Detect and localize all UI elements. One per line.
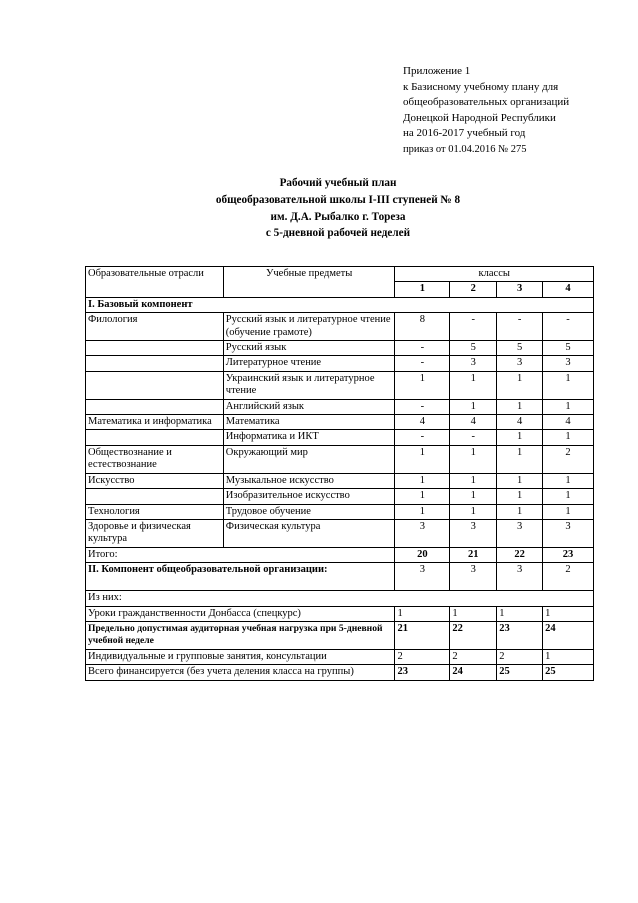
civics-value: 1 (450, 606, 497, 621)
title-line: с 5-дневной рабочей неделей (265, 227, 411, 240)
total-row (86, 547, 594, 562)
header-grade: 3 (497, 282, 543, 297)
total-value: 23 (543, 547, 594, 562)
base-component-row (86, 297, 594, 312)
individual-value: 2 (497, 649, 543, 664)
value-cell: 1 (497, 430, 543, 445)
value-cell: 3 (497, 519, 543, 547)
table-row (86, 504, 594, 519)
title-line: им. Д.А. Рыбалко г. Тореза (270, 210, 406, 223)
component2-label: II. Компонент общеобразовательной организации: (86, 563, 395, 591)
value-cell: 1 (395, 445, 450, 473)
individual-label: Индивидуальные и групповые занятия, консультации (86, 649, 395, 664)
total-value: 21 (450, 547, 497, 562)
area-cell (86, 430, 224, 445)
header-grade: 1 (395, 282, 450, 297)
financed-row (86, 665, 594, 680)
value-cell: 3 (450, 519, 497, 547)
max-load-value: 22 (450, 621, 497, 649)
table-row (86, 473, 594, 488)
subject-cell: Трудовое обучение (223, 504, 395, 519)
value-cell: 1 (497, 504, 543, 519)
value-cell: 1 (543, 473, 594, 488)
table-row (86, 430, 594, 445)
subject-cell: Окружающий мир (223, 445, 395, 473)
subject-cell: Физическая культура (223, 519, 395, 547)
total-label: Итого: (86, 547, 395, 562)
value-cell: 1 (543, 399, 594, 414)
appendix-line: общеобразовательных организаций (403, 96, 570, 109)
value-cell: 3 (395, 519, 450, 547)
subject-cell: Информатика и ИКТ (223, 430, 395, 445)
value-cell: 3 (497, 356, 543, 371)
subject-cell: Украинский язык и литературное чтение (223, 371, 395, 399)
area-cell: Здоровье и физическая культура (86, 519, 224, 547)
header-grade: 4 (543, 282, 594, 297)
table-row (86, 399, 594, 414)
max-load-value: 24 (543, 621, 594, 649)
appendix-line: Приложение 1 (403, 65, 471, 77)
table-row (86, 445, 594, 473)
of-them-label: Из них: (86, 591, 594, 606)
value-cell: 1 (395, 504, 450, 519)
civics-label: Уроки гражданственности Донбасса (спецкурс) (86, 606, 395, 621)
subject-cell: Английский язык (223, 399, 395, 414)
area-cell (86, 371, 224, 399)
value-cell: - (450, 430, 497, 445)
value-cell: 4 (450, 415, 497, 430)
value-cell: 1 (543, 430, 594, 445)
individual-value: 1 (543, 649, 594, 664)
area-cell (86, 356, 224, 371)
value-cell: 1 (450, 473, 497, 488)
value-cell: 4 (543, 415, 594, 430)
financed-label: Всего финансируется (без учета деления класса на группы) (86, 665, 395, 680)
area-cell (86, 399, 224, 414)
civics-row (86, 606, 594, 621)
table-row (86, 519, 594, 547)
value-cell: - (395, 356, 450, 371)
appendix-line: Донецкой Народной Республики (403, 111, 556, 124)
component2-value: 3 (395, 563, 450, 591)
value-cell: - (395, 341, 450, 356)
area-cell: Технология (86, 504, 224, 519)
table-row (86, 371, 594, 399)
title-line: Рабочий учебный план (279, 177, 397, 189)
max-load-label: Предельно допустимая аудиторная учебная нагрузка при 5-дневной учебной неделе (86, 621, 395, 649)
value-cell: 1 (450, 399, 497, 414)
value-cell: 1 (497, 473, 543, 488)
value-cell: - (497, 313, 543, 341)
subject-cell: Музыкальное искусство (223, 473, 395, 488)
max-load-value: 21 (395, 621, 450, 649)
civics-value: 1 (497, 606, 543, 621)
area-cell: Обществознание и естествознание (86, 445, 224, 473)
total-value: 22 (497, 547, 543, 562)
value-cell: - (543, 313, 594, 341)
civics-value: 1 (543, 606, 594, 621)
max-load-row (86, 621, 594, 649)
value-cell: 5 (450, 341, 497, 356)
value-cell: 8 (395, 313, 450, 341)
financed-value: 25 (543, 665, 594, 680)
value-cell: 3 (543, 356, 594, 371)
subject-cell: Математика (223, 415, 395, 430)
value-cell: 3 (450, 356, 497, 371)
financed-value: 23 (395, 665, 450, 680)
component2-value: 3 (497, 563, 543, 591)
value-cell: 1 (543, 489, 594, 504)
value-cell: 1 (497, 445, 543, 473)
value-cell: - (395, 430, 450, 445)
value-cell: - (395, 399, 450, 414)
financed-value: 25 (497, 665, 543, 680)
of-them-row (86, 591, 594, 606)
curriculum-table (85, 266, 594, 681)
value-cell: 4 (395, 415, 450, 430)
area-cell: Искусство (86, 473, 224, 488)
value-cell: 1 (395, 489, 450, 504)
appendix-line: на 2016-2017 учебный год (403, 127, 526, 140)
area-cell (86, 489, 224, 504)
appendix-note (403, 64, 633, 158)
table-row (86, 415, 594, 430)
header-subjects: Учебные предметы (223, 267, 395, 298)
individual-row (86, 649, 594, 664)
value-cell: 1 (497, 399, 543, 414)
subject-cell: Изобразительное искусство (223, 489, 395, 504)
individual-value: 2 (450, 649, 497, 664)
table-row (86, 356, 594, 371)
value-cell: 5 (543, 341, 594, 356)
header-grade: 2 (450, 282, 497, 297)
header-classes: классы (395, 267, 594, 282)
subject-cell: Русский язык (223, 341, 395, 356)
value-cell: 4 (497, 415, 543, 430)
value-cell: 1 (450, 504, 497, 519)
value-cell: 1 (497, 371, 543, 399)
value-cell: 1 (395, 371, 450, 399)
appendix-line: к Базисному учебному плану для (403, 80, 559, 93)
appendix-order-line: приказ от 01.04.2016 № 275 (403, 143, 527, 155)
component2-row (86, 563, 594, 591)
value-cell: 1 (497, 489, 543, 504)
value-cell: - (450, 313, 497, 341)
civics-value: 1 (395, 606, 450, 621)
base-component-label: I. Базовый компонент (86, 297, 594, 312)
total-value: 20 (395, 547, 450, 562)
value-cell: 2 (543, 445, 594, 473)
component2-value: 2 (543, 563, 594, 591)
value-cell: 3 (543, 519, 594, 547)
component2-value: 3 (450, 563, 497, 591)
table-row (86, 313, 594, 341)
value-cell: 1 (450, 445, 497, 473)
table-row (86, 341, 594, 356)
value-cell: 1 (450, 489, 497, 504)
table-row (86, 489, 594, 504)
value-cell: 5 (497, 341, 543, 356)
individual-value: 2 (395, 649, 450, 664)
value-cell: 1 (450, 371, 497, 399)
title-line: общеобразовательной школы I-III ступеней № 8 (215, 193, 461, 206)
area-cell: Математика и информатика (86, 415, 224, 430)
table-header-row (86, 267, 594, 282)
header-area: Образовательные отрасли (86, 267, 224, 298)
area-cell: Филология (86, 313, 224, 341)
subject-cell: Литературное чтение (223, 356, 395, 371)
subject-cell: Русский язык и литературное чтение (обучение грамоте) (223, 313, 395, 341)
max-load-value: 23 (497, 621, 543, 649)
financed-value: 24 (450, 665, 497, 680)
area-cell (86, 341, 224, 356)
value-cell: 1 (543, 504, 594, 519)
value-cell: 1 (395, 473, 450, 488)
document-title (0, 175, 638, 242)
value-cell: 1 (543, 371, 594, 399)
